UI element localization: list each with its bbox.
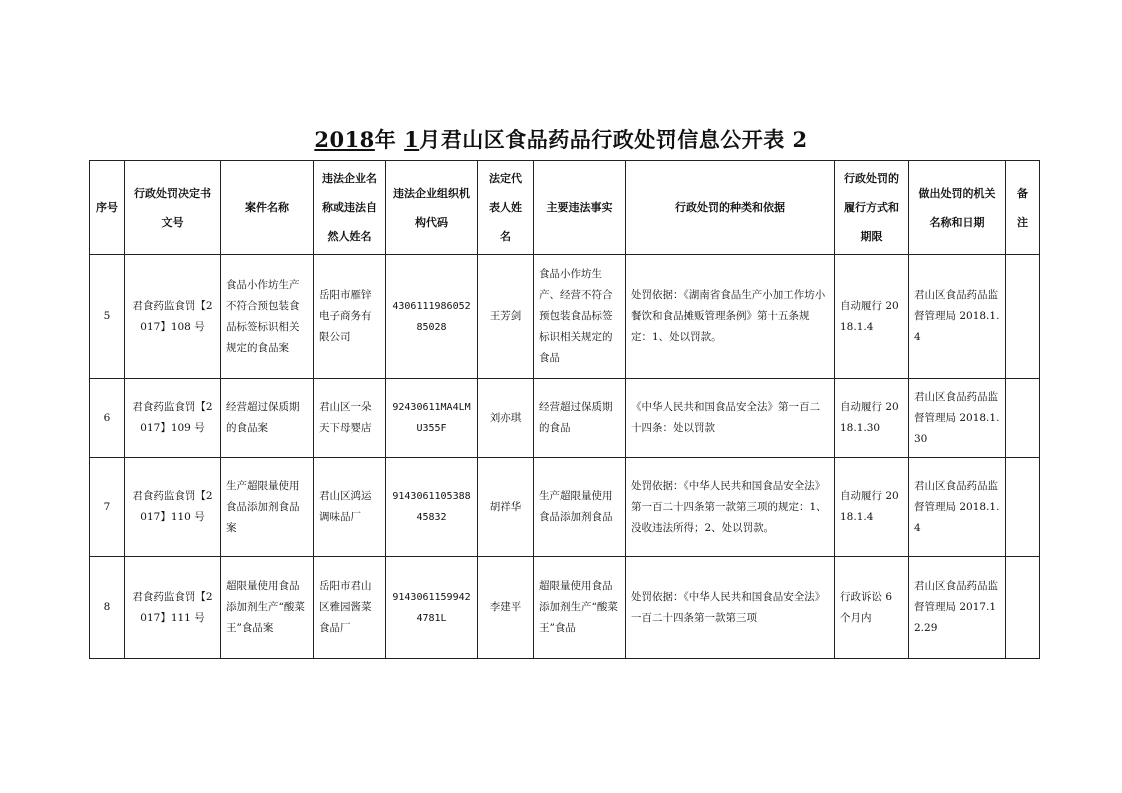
header-doc-no: 行政处罚决定书文号 bbox=[125, 161, 221, 255]
cell-violator: 岳阳市君山区雅园酱菜食品厂 bbox=[314, 557, 386, 659]
cell-org-code: 430611198605285028 bbox=[386, 255, 478, 379]
cell-case-name: 生产超限量使用食品添加剂食品案 bbox=[221, 458, 314, 557]
cell-violator: 君山区鸿运调味品厂 bbox=[314, 458, 386, 557]
title-month: 1 bbox=[404, 127, 420, 152]
cell-org-code: 92430611MA4LMU355F bbox=[386, 379, 478, 458]
table-row bbox=[90, 379, 1040, 458]
cell-penalty: 《中华人民共和国食品安全法》第一百二十四条：处以罚款 bbox=[626, 379, 835, 458]
header-seq: 序号 bbox=[90, 161, 125, 255]
cell-facts: 生产超限量使用食品添加剂食品 bbox=[534, 458, 626, 557]
cell-org-code: 914306110538845832 bbox=[386, 458, 478, 557]
cell-penalty: 处罚依据：《中华人民共和国食品安全法》一百二十四条第一款第三项 bbox=[626, 557, 835, 659]
cell-facts: 超限量使用食品添加剂生产“酸菜王”食品 bbox=[534, 557, 626, 659]
table-row bbox=[90, 458, 1040, 557]
cell-facts: 经营超过保质期的食品 bbox=[534, 379, 626, 458]
header-authority: 做出处罚的机关名称和日期 bbox=[909, 161, 1006, 255]
cell-penalty: 处罚依据：《湖南省食品生产小加工作坊小餐饮和食品摊贩管理条例》第十五条规定：1、处以罚款。 bbox=[626, 255, 835, 379]
cell-remarks bbox=[1006, 255, 1040, 379]
cell-remarks bbox=[1006, 557, 1040, 659]
header-violator: 违法企业名称或违法自然人姓名 bbox=[314, 161, 386, 255]
header-execution: 行政处罚的履行方式和期限 bbox=[835, 161, 909, 255]
cell-authority: 君山区食品药品监督管理局 2018.1.4 bbox=[909, 458, 1006, 557]
cell-legal-rep: 刘亦琪 bbox=[478, 379, 534, 458]
cell-seq: 5 bbox=[90, 255, 125, 379]
cell-legal-rep: 王芳剑 bbox=[478, 255, 534, 379]
table-row bbox=[90, 255, 1040, 379]
title-rest: 月君山区食品药品行政处罚信息公开表 2 bbox=[419, 127, 808, 152]
cell-execution: 行政诉讼 6 个月内 bbox=[835, 557, 909, 659]
cell-doc-no: 君食药监食罚【2017】110 号 bbox=[125, 458, 221, 557]
cell-execution: 自动履行 2018.1.4 bbox=[835, 458, 909, 557]
title-year: 2018 bbox=[314, 127, 375, 152]
cell-org-code: 91430611599424781L bbox=[386, 557, 478, 659]
title-year-suffix: 年 bbox=[374, 127, 405, 152]
cell-authority: 君山区食品药品监督管理局 2018.1.30 bbox=[909, 379, 1006, 458]
cell-seq: 8 bbox=[90, 557, 125, 659]
cell-penalty: 处罚依据：《中华人民共和国食品安全法》第一百二十四条第一款第三项的规定：1、没收违法所得；2、处以罚款。 bbox=[626, 458, 835, 557]
cell-authority: 君山区食品药品监督管理局 2018.1.4 bbox=[909, 255, 1006, 379]
header-facts: 主要违法事实 bbox=[534, 161, 626, 255]
cell-doc-no: 君食药监食罚【2017】111 号 bbox=[125, 557, 221, 659]
cell-seq: 7 bbox=[90, 458, 125, 557]
header-case-name: 案件名称 bbox=[221, 161, 314, 255]
cell-case-name: 食品小作坊生产不符合预包装食品标签标识相关规定的食品案 bbox=[221, 255, 314, 379]
header-org-code: 违法企业组织机构代码 bbox=[386, 161, 478, 255]
header-row bbox=[90, 161, 1040, 255]
header-remarks: 备注 bbox=[1006, 161, 1040, 255]
cell-seq: 6 bbox=[90, 379, 125, 458]
cell-execution: 自动履行 2018.1.4 bbox=[835, 255, 909, 379]
cell-case-name: 经营超过保质期的食品案 bbox=[221, 379, 314, 458]
cell-execution: 自动履行 2018.1.30 bbox=[835, 379, 909, 458]
cell-case-name: 超限量使用食品添加剂生产“酸菜王”食品案 bbox=[221, 557, 314, 659]
cell-remarks bbox=[1006, 379, 1040, 458]
cell-doc-no: 君食药监食罚【2017】108 号 bbox=[125, 255, 221, 379]
table-row bbox=[90, 557, 1040, 659]
cell-remarks bbox=[1006, 458, 1040, 557]
header-penalty: 行政处罚的种类和依据 bbox=[626, 161, 835, 255]
cell-doc-no: 君食药监食罚【2017】109 号 bbox=[125, 379, 221, 458]
header-legal-rep: 法定代表人姓名 bbox=[478, 161, 534, 255]
cell-facts: 食品小作坊生产、经营不符合预包装食品标签标识相关规定的食品 bbox=[534, 255, 626, 379]
cell-violator: 岳阳市雁锌电子商务有限公司 bbox=[314, 255, 386, 379]
penalty-table bbox=[89, 160, 1040, 659]
page-title bbox=[0, 124, 1122, 154]
cell-violator: 君山区一朵天下母婴店 bbox=[314, 379, 386, 458]
cell-authority: 君山区食品药品监督管理局 2017.12.29 bbox=[909, 557, 1006, 659]
cell-legal-rep: 李建平 bbox=[478, 557, 534, 659]
cell-legal-rep: 胡祥华 bbox=[478, 458, 534, 557]
